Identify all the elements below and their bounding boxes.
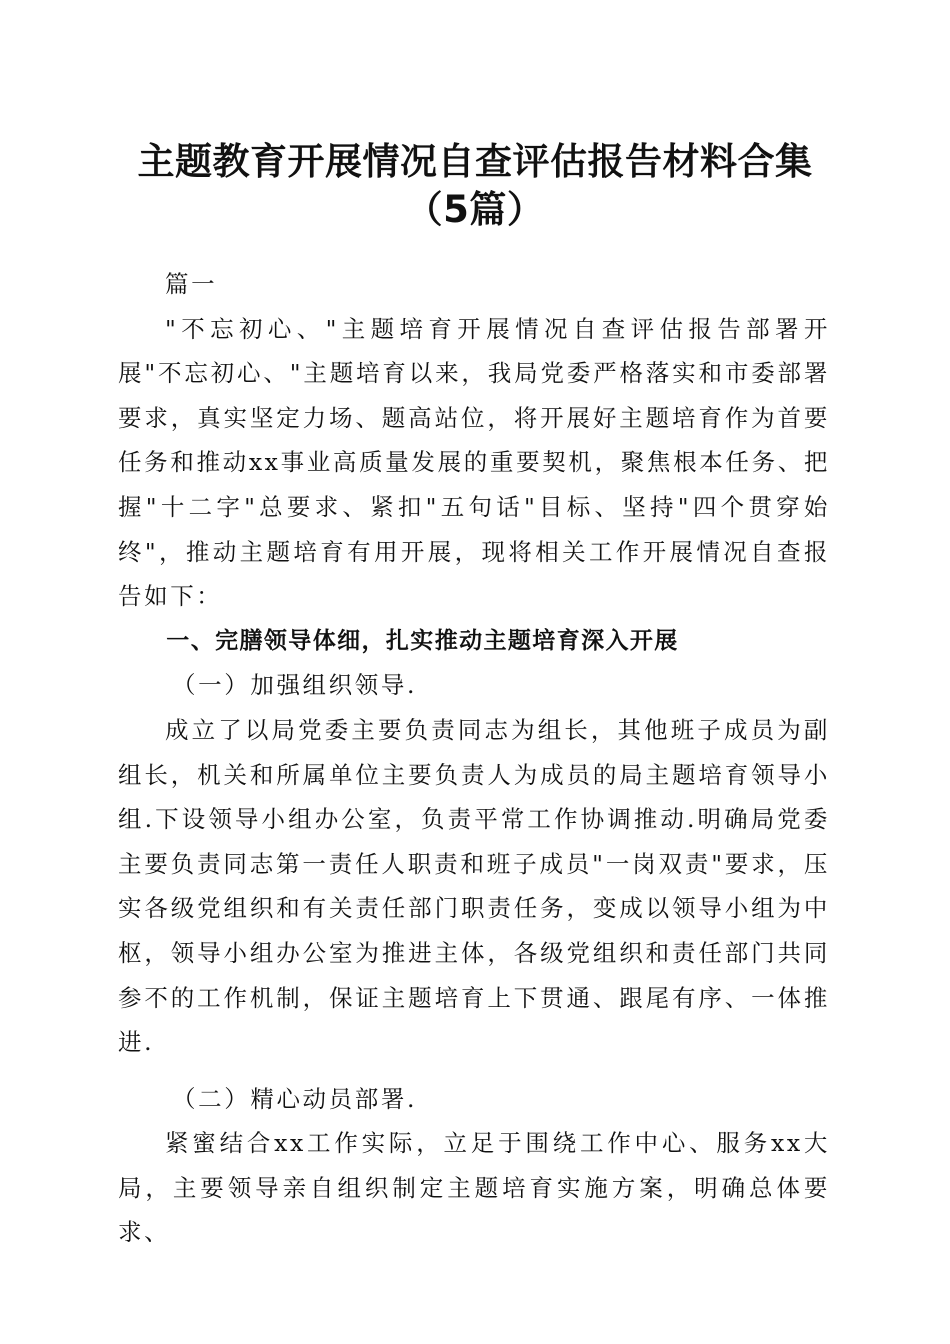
intro-paragraph: "不忘初心、"主题培育开展情况自查评估报告部署开展"不忘初心、"主题培育以来，我局党委严格落实和市委部署要求，真实坚定力场、题高站位，将开展好主题培育作为首要任务和推动xx事业高质量发展的重要契机，聚焦根本任务、把握"十二字"总要求、紧扣"五句话"目标、坚持"四个贯穿始终"，推动主题培育有用开展，现将相关工作开展情况自查报告如下： — [118, 314, 830, 611]
section-heading: 一、完膳领导体细，扎实推动主题培育深入开展 — [166, 627, 679, 654]
body-paragraph: 紧蜜结合xx工作实际，立足于围绕工作中心、服务xx大局，主要领导亲自组织制定主题培育实施方案，明确总体要求、 — [118, 1129, 830, 1247]
body-paragraph: 成立了以局党委主要负责同志为组长，其他班子成员为副组长，机关和所属单位主要负责人为成员的局主题培育领导小组.下设领导小组办公室，负责平常工作协调推动.明确局党委主要负责同志第一责任人职责和班子成员"一岗双责"要求，压实各级党组织和有关责任部门职责任务，变成以领导小组为中枢，领导小组办公室为推进主体，各级党组织和责任部门共同参不的工作机制，保证主题培育上下贯通、跟尾有序、一体推进. — [118, 715, 830, 1057]
document-body — [118, 262, 830, 1255]
article-label: 篇一 — [165, 270, 218, 298]
subsection-heading: （一）加强组织领导. — [172, 671, 418, 700]
document-title: 主题教育开展情况自查评估报告材料合集（5篇） — [137, 140, 813, 231]
subsection-heading: （二）精心动员部署. — [172, 1084, 418, 1113]
